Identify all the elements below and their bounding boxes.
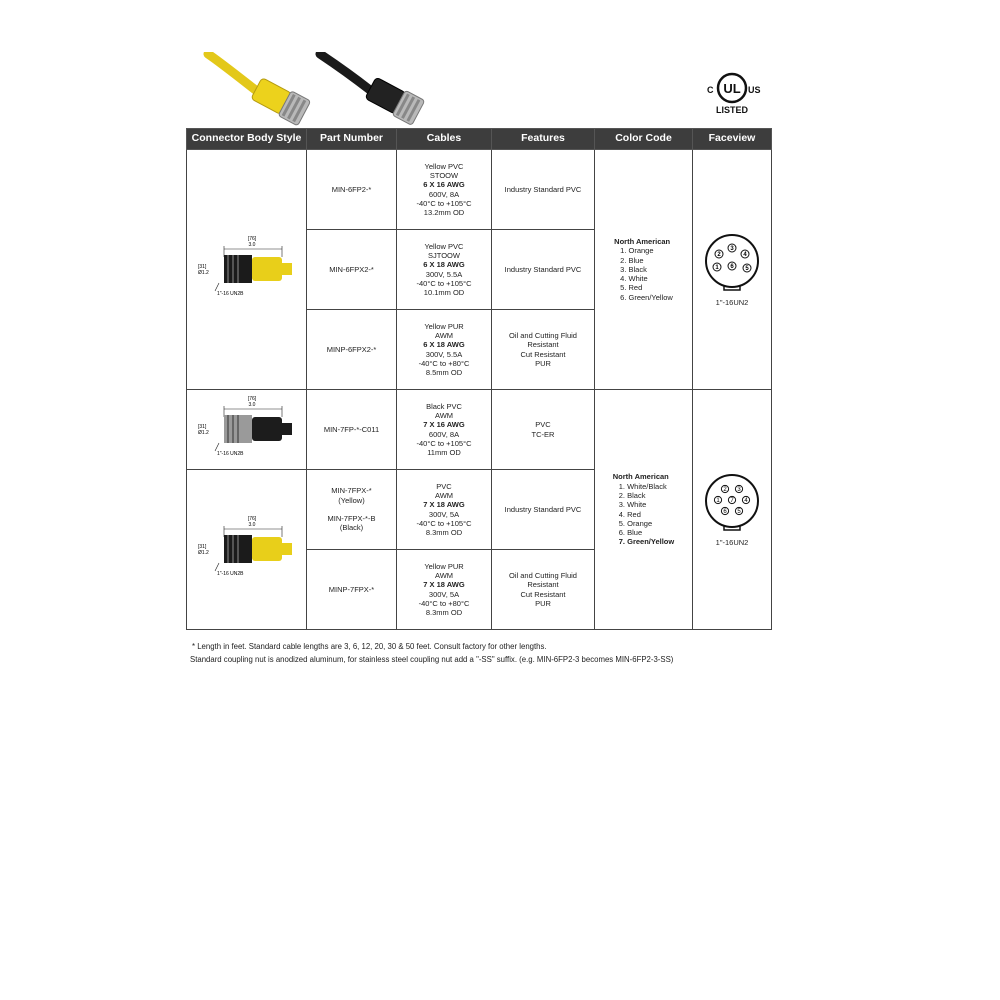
svg-text:[31]: [31] xyxy=(197,264,206,271)
svg-text:4: 4 xyxy=(744,497,748,504)
svg-text:UL: UL xyxy=(723,81,741,96)
svg-text:[31]: [31] xyxy=(197,424,206,431)
table-header-row xyxy=(187,129,772,150)
faceview-7pin-cell xyxy=(693,390,772,630)
svg-text:[76]: [76] xyxy=(247,396,256,403)
features: Industry Standard PVC xyxy=(492,230,595,310)
svg-text:1: 1 xyxy=(715,264,719,271)
faceview-6pin-diagram xyxy=(701,232,763,294)
svg-text:3: 3 xyxy=(730,245,734,252)
svg-text:1: 1 xyxy=(716,497,720,504)
part-number: MINP-7FPX-* xyxy=(307,550,397,630)
features: Industry Standard PVC xyxy=(492,150,595,230)
svg-text:2: 2 xyxy=(717,251,721,258)
ul-listed-logo xyxy=(696,66,768,118)
header-cables: Cables xyxy=(397,129,492,150)
part-number: MINP-6FPX2-* xyxy=(307,310,397,390)
footnote-coupling-nut: Standard coupling nut is anodized aluminum, for stainless steel coupling nut add a "-SS" suffix. (e.g. MIN-6FP2-3 becomes MIN-6FP2-3-SS) xyxy=(190,655,674,664)
header-connector-body-style: Connector Body Style xyxy=(187,129,307,150)
svg-text:6: 6 xyxy=(723,508,727,515)
cable-spec: Yellow PUR AWM 6 X 18 AWG 300V, 5.5A -40°C to +80°C 8.5mm OD xyxy=(397,310,492,390)
svg-text:3.0: 3.0 xyxy=(248,242,255,249)
svg-text:[31]: [31] xyxy=(197,544,206,551)
svg-text:US: US xyxy=(748,85,761,95)
svg-text:LISTED: LISTED xyxy=(715,105,749,115)
svg-text:4: 4 xyxy=(743,251,747,258)
connector-drawing-cell xyxy=(187,150,307,390)
connector-drawing-yellow xyxy=(197,515,297,581)
features: Oil and Cutting Fluid Resistant Cut Resistant PUR xyxy=(492,550,595,630)
footnote-lengths: * Length in feet. Standard cable lengths are 3, 6, 12, 20, 30 & 50 feet. Consult factory for other lengths. xyxy=(192,642,547,651)
svg-text:[76]: [76] xyxy=(247,516,256,523)
part-number: MIN-7FP-*-C011 xyxy=(307,390,397,470)
svg-text:1"-16 UN2B: 1"-16 UN2B xyxy=(216,451,244,458)
features: PVC TC-ER xyxy=(492,390,595,470)
features: Industry Standard PVC xyxy=(492,470,595,550)
connector-drawing-yellow xyxy=(197,235,297,301)
faceview-6pin-label: 1"-16UN2 xyxy=(715,298,749,307)
table-row xyxy=(187,390,772,470)
svg-text:3: 3 xyxy=(737,486,741,493)
connector-drawing-cell xyxy=(187,390,307,470)
svg-text:5: 5 xyxy=(737,508,741,515)
svg-text:7: 7 xyxy=(730,497,734,504)
cable-spec: Yellow PVC STOOW 6 X 16 AWG 600V, 8A -40°C to +105°C 13.2mm OD xyxy=(397,150,492,230)
faceview-6pin-cell xyxy=(693,150,772,390)
product-spec-table xyxy=(186,128,772,630)
cable-spec: Yellow PUR AWM 7 X 18 AWG 300V, 5A -40°C to +80°C 8.3mm OD xyxy=(397,550,492,630)
part-number: MIN-6FPX2-* xyxy=(307,230,397,310)
svg-text:3.0: 3.0 xyxy=(248,522,255,529)
connector-drawing-cell xyxy=(187,470,307,630)
connector-drawing-black xyxy=(197,395,297,461)
svg-text:Ø1.2: Ø1.2 xyxy=(197,430,209,437)
cable-spec: PVC AWM 7 X 18 AWG 300V, 5A -40°C to +105°C 8.3mm OD xyxy=(397,470,492,550)
footnotes xyxy=(190,640,673,666)
svg-text:[76]: [76] xyxy=(247,236,256,243)
header-part-number: Part Number xyxy=(307,129,397,150)
svg-text:C: C xyxy=(707,85,714,95)
svg-text:2: 2 xyxy=(723,486,727,493)
header-faceview: Faceview xyxy=(693,129,772,150)
part-number: MIN-7FPX-* (Yellow) MIN-7FPX-*-B (Black) xyxy=(307,470,397,550)
svg-text:5: 5 xyxy=(745,265,749,272)
faceview-7pin-diagram xyxy=(701,472,763,534)
svg-text:Ø1.2: Ø1.2 xyxy=(197,550,209,557)
cable-spec: Black PVC AWM 7 X 16 AWG 600V, 8A -40°C to +105°C 11mm OD xyxy=(397,390,492,470)
svg-text:6: 6 xyxy=(730,263,734,270)
header-color-code: Color Code xyxy=(595,129,693,150)
part-number: MIN-6FP2-* xyxy=(307,150,397,230)
color-code-7pin: North American 1. White/Black 2. Black 3. White 4. Red 5. Orange 6. Blue 7. Green/Yellow xyxy=(595,390,693,630)
features: Oil and Cutting Fluid Resistant Cut Resistant PUR xyxy=(492,310,595,390)
table-row xyxy=(187,150,772,230)
faceview-7pin-label: 1"-16UN2 xyxy=(715,538,749,547)
color-code-6pin: North American 1. Orange 2. Blue 3. Black 4. White 5. Red 6. Green/Yellow xyxy=(595,150,693,390)
svg-text:3.0: 3.0 xyxy=(248,402,255,409)
cable-spec: Yellow PVC SJTOOW 6 X 18 AWG 300V, 5.5A -40°C to +105°C 10.1mm OD xyxy=(397,230,492,310)
svg-text:1"-16 UN2B: 1"-16 UN2B xyxy=(216,571,244,578)
product-photos xyxy=(200,52,440,126)
header-features: Features xyxy=(492,129,595,150)
svg-text:Ø1.2: Ø1.2 xyxy=(197,270,209,277)
svg-text:1"-16 UN2B: 1"-16 UN2B xyxy=(216,291,244,298)
